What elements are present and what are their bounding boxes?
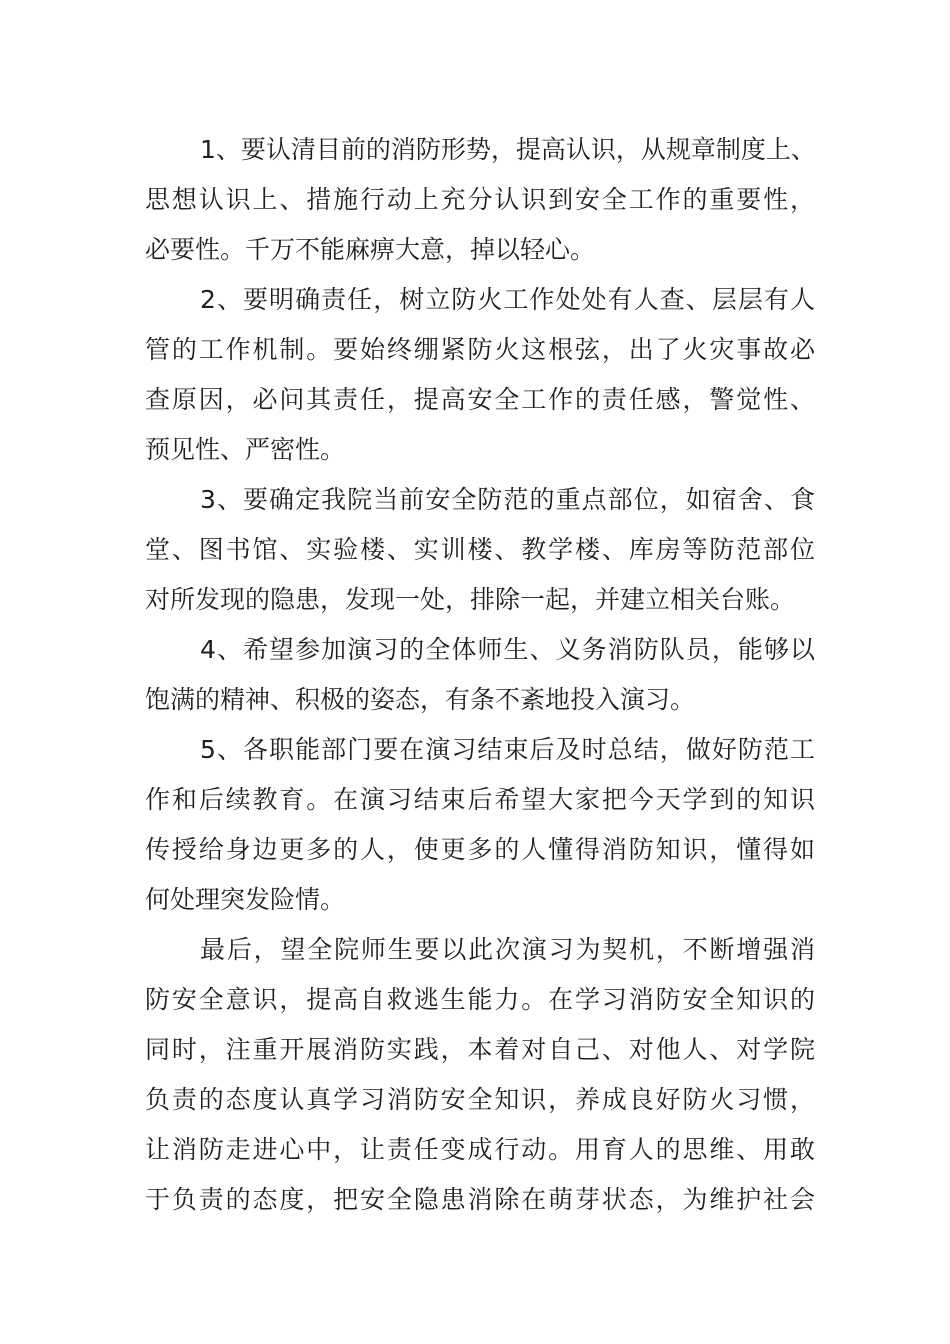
paragraph-point-3: [145, 475, 815, 625]
text-line: 4、希望参加演习的全体师生、义务消防队员，能够以: [200, 635, 815, 664]
text-line: 预见性、严密性。: [145, 435, 346, 464]
paragraph-conclusion: [145, 925, 815, 1225]
text-line: 传授给身边更多的人，使更多的人懂得消防知识，懂得如: [145, 835, 815, 864]
text-line: 2、要明确责任，树立防火工作处处有人查、层层有人: [200, 285, 815, 314]
text-line: 让消防走进心中，让责任变成行动。用育人的思维、用敢: [145, 1135, 815, 1164]
text-line: 最后，望全院师生要以此次演习为契机，不断增强消: [200, 935, 815, 964]
text-line: 必要性。千万不能麻痹大意，掉以轻心。: [145, 235, 596, 264]
text-line: 堂、图书馆、实验楼、实训楼、教学楼、库房等防范部位: [145, 535, 815, 564]
paragraph-point-5: [145, 725, 815, 925]
text-line: 于负责的态度，把安全隐患消除在萌芽状态，为维护社会: [145, 1185, 815, 1214]
text-line: 作和后续教育。在演习结束后希望大家把今天学到的知识: [145, 785, 815, 814]
document-body: [145, 125, 815, 1225]
text-line: 防安全意识，提高自救逃生能力。在学习消防安全知识的: [145, 985, 815, 1014]
text-line: 3、要确定我院当前安全防范的重点部位，如宿舍、食: [200, 485, 815, 514]
text-line: 查原因，必问其责任，提高安全工作的责任感，警觉性、: [145, 385, 815, 414]
paragraph-point-1: [145, 125, 815, 275]
paragraph-point-4: [145, 625, 815, 725]
text-line: 对所发现的隐患，发现一处，排除一起，并建立相关台账。: [145, 585, 796, 614]
text-line: 思想认识上、措施行动上充分认识到安全工作的重要性，: [145, 185, 815, 214]
text-line: 负责的态度认真学习消防安全知识，养成良好防火习惯，: [145, 1085, 815, 1114]
text-line: 何处理突发险情。: [145, 885, 346, 914]
text-line: 饱满的精神、积极的姿态，有条不紊地投入演习。: [145, 685, 696, 714]
text-line: 5、各职能部门要在演习结束后及时总结，做好防范工: [200, 735, 815, 764]
paragraph-point-2: [145, 275, 815, 475]
text-line: 1、要认清目前的消防形势，提高认识，从规章制度上、: [200, 135, 816, 164]
text-line: 管的工作机制。要始终绷紧防火这根弦，出了火灾事故必: [145, 335, 815, 364]
text-line: 同时，注重开展消防实践，本着对自己、对他人、对学院: [145, 1035, 815, 1064]
